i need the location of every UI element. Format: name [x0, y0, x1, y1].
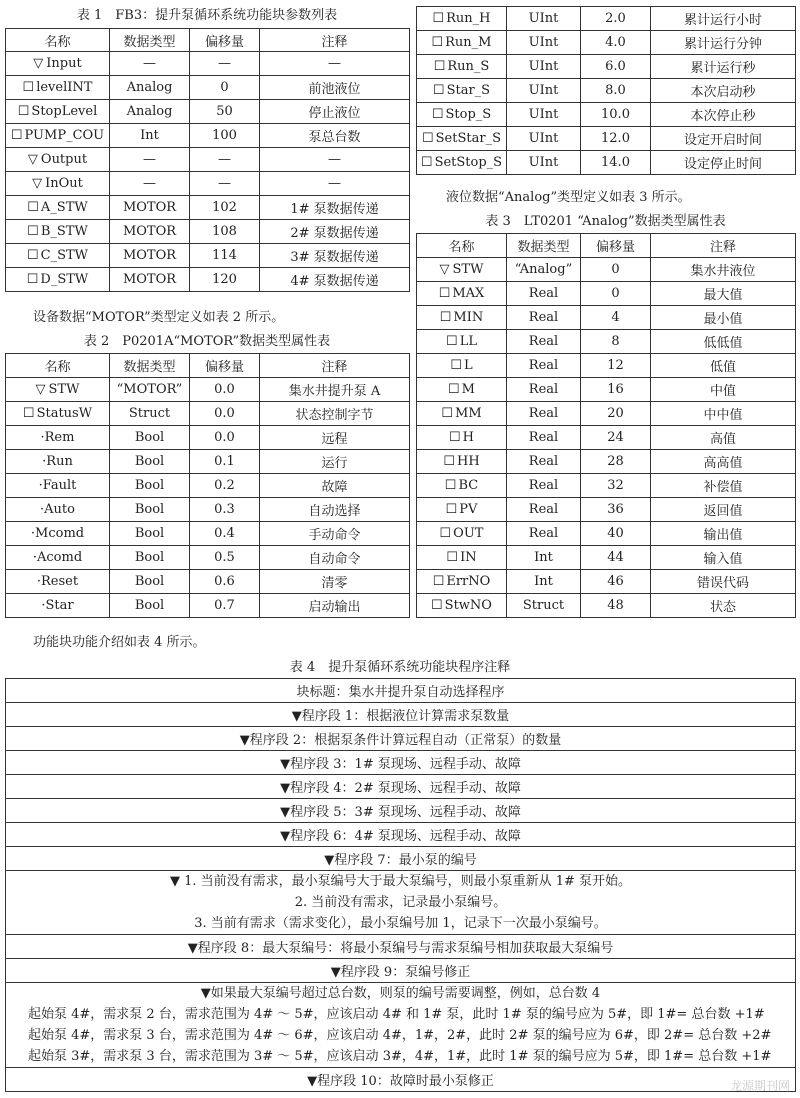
row-comment: 低值 — [651, 354, 796, 378]
row-comment: 启动输出 — [260, 594, 410, 618]
row-offset: 12 — [581, 354, 651, 378]
row-offset: 44 — [581, 546, 651, 570]
row-name: ☐ levelINT — [6, 76, 110, 100]
row-type: Real — [507, 474, 581, 498]
row-comment: — — [260, 148, 410, 172]
row-offset: 32 — [581, 474, 651, 498]
row-name: ☐ Star_S — [417, 79, 507, 103]
header-name: 名称 — [417, 234, 507, 258]
segment-9: ▼程序段 9：泵编号修正 — [6, 959, 796, 983]
table-row — [6, 268, 410, 292]
table-row — [417, 450, 796, 474]
table-row — [6, 871, 796, 935]
row-type: — — [110, 172, 190, 196]
row-name: ☐ L — [417, 354, 507, 378]
table-row — [6, 196, 410, 220]
row-type: Struct — [507, 594, 581, 618]
row-comment: 错误代码 — [651, 570, 796, 594]
table-row — [6, 522, 410, 546]
table-row — [6, 378, 410, 402]
row-comment: 中值 — [651, 378, 796, 402]
row-comment: 远程 — [260, 426, 410, 450]
row-comment: 本次启动秒 — [651, 79, 796, 103]
row-type: “MOTOR” — [110, 378, 190, 402]
table-row — [417, 522, 796, 546]
row-type: Int — [110, 124, 190, 148]
table-row — [417, 55, 796, 79]
table-row — [417, 378, 796, 402]
row-name: ☐ M — [417, 378, 507, 402]
row-offset: — — [190, 52, 260, 76]
row-name: ▽ InOut — [6, 172, 110, 196]
table1-caption: 表 1 FB3：提升泵循环系统功能块参数列表 — [76, 8, 338, 23]
table-row — [417, 474, 796, 498]
row-type: Real — [507, 306, 581, 330]
row-type: Real — [507, 330, 581, 354]
table-row — [417, 546, 796, 570]
table-row — [6, 775, 796, 799]
segment-3: ▼程序段 3：1# 泵现场、远程手动、故障 — [6, 751, 796, 775]
table-row — [417, 258, 796, 282]
row-offset: 0.3 — [190, 498, 260, 522]
row-offset: 0 — [581, 282, 651, 306]
row-type: Bool — [110, 426, 190, 450]
table-row — [6, 52, 410, 76]
header-comment: 注释 — [260, 29, 410, 52]
row-type: UInt — [507, 31, 581, 55]
table-row — [417, 306, 796, 330]
row-offset: 46 — [581, 570, 651, 594]
row-offset: 4.0 — [581, 31, 651, 55]
header-name: 名称 — [6, 354, 110, 378]
row-name: ☐ StatusW — [6, 402, 110, 426]
table3 — [416, 233, 796, 618]
segment-8: ▼程序段 8：最大泵编号：将最小泵编号与需求泵编号相加获取最大泵编号 — [6, 935, 796, 959]
row-name: ☐ C_STW — [6, 244, 110, 268]
table-row — [6, 799, 796, 823]
segment-9-line-3: 起始泵 4#，需求泵 3 台，需求范围为 4# ～ 6#，应该启动 4#，1#，2#，此时 2# 泵的编号应为 6#，即 2#= 总台数 +2# — [28, 1028, 772, 1043]
table-row — [6, 546, 410, 570]
row-name: ☐ BC — [417, 474, 507, 498]
row-offset: 0.0 — [190, 426, 260, 450]
segment-1: ▼程序段 1：根据液位计算需求泵数量 — [6, 703, 796, 727]
row-name: ·Mcomd — [6, 522, 110, 546]
row-offset: 50 — [190, 100, 260, 124]
row-comment: 中中值 — [651, 402, 796, 426]
table-row — [417, 354, 796, 378]
row-type: UInt — [507, 7, 581, 31]
row-type: MOTOR — [110, 196, 190, 220]
row-type: Bool — [110, 474, 190, 498]
row-name: ☐ LL — [417, 330, 507, 354]
row-name: ☐ StwNO — [417, 594, 507, 618]
row-comment: 本次停止秒 — [651, 103, 796, 127]
row-type: Real — [507, 378, 581, 402]
row-type: Real — [507, 498, 581, 522]
table4-caption: 表 4 提升泵循环系统功能块程序注释 — [289, 660, 511, 675]
row-comment: 累计运行秒 — [651, 55, 796, 79]
row-comment: 累计运行分钟 — [651, 31, 796, 55]
table-row — [6, 823, 796, 847]
row-offset: 36 — [581, 498, 651, 522]
row-comment: — — [260, 172, 410, 196]
table-row — [6, 703, 796, 727]
row-type: Int — [507, 570, 581, 594]
row-type: Real — [507, 426, 581, 450]
segment-7-detail — [6, 871, 796, 935]
row-offset: — — [190, 172, 260, 196]
row-type: Bool — [110, 450, 190, 474]
table-row — [417, 570, 796, 594]
table-row — [6, 983, 796, 1068]
row-type: UInt — [507, 79, 581, 103]
table-row — [6, 76, 410, 100]
header-type: 数据类型 — [507, 234, 581, 258]
table1-header — [6, 29, 410, 52]
table-row — [6, 474, 410, 498]
row-offset: 14.0 — [581, 151, 651, 175]
row-name: ☐ MAX — [417, 282, 507, 306]
row-comment: 高高值 — [651, 450, 796, 474]
row-comment: 最小值 — [651, 306, 796, 330]
row-name: ▽ Output — [6, 148, 110, 172]
row-comment: — — [260, 52, 410, 76]
row-offset: 120 — [190, 268, 260, 292]
header-type: 数据类型 — [110, 29, 190, 52]
table3-header — [417, 234, 796, 258]
table-row — [6, 959, 796, 983]
row-name: ·Star — [6, 594, 110, 618]
row-comment: 集水井提升泵 A — [260, 378, 410, 402]
segment-2: ▼程序段 2：根据泵条件计算远程自动（正常泵）的数量 — [6, 727, 796, 751]
row-offset: 2.0 — [581, 7, 651, 31]
row-type: MOTOR — [110, 268, 190, 292]
table-row — [417, 127, 796, 151]
row-name: ·Rem — [6, 426, 110, 450]
segment-9-detail — [6, 983, 796, 1068]
row-type: — — [110, 148, 190, 172]
row-comment: 清零 — [260, 570, 410, 594]
table-row — [417, 79, 796, 103]
row-type: Real — [507, 450, 581, 474]
table-row — [417, 426, 796, 450]
row-name: ▽ Input — [6, 52, 110, 76]
header-name: 名称 — [6, 29, 110, 52]
row-comment: 返回值 — [651, 498, 796, 522]
row-name: ☐ MM — [417, 402, 507, 426]
row-comment: 输出值 — [651, 522, 796, 546]
row-offset: 114 — [190, 244, 260, 268]
row-name: ·Acomd — [6, 546, 110, 570]
row-comment: 停止液位 — [260, 100, 410, 124]
table-row — [6, 570, 410, 594]
row-comment: 3# 泵数据传递 — [260, 244, 410, 268]
row-name: ☐ SetStop_S — [417, 151, 507, 175]
row-type: Analog — [110, 76, 190, 100]
row-name: ☐ PUMP_COU — [6, 124, 110, 148]
table4-intro: 功能块功能介绍如表 4 所示。 — [33, 635, 206, 650]
table-row — [417, 402, 796, 426]
row-type: Real — [507, 354, 581, 378]
row-offset: 0.1 — [190, 450, 260, 474]
row-offset: 8 — [581, 330, 651, 354]
segment-7: ▼程序段 7：最小泵的编号 — [6, 847, 796, 871]
table4 — [5, 678, 796, 1092]
row-name: ▽ STW — [6, 378, 110, 402]
row-comment: 1# 泵数据传递 — [260, 196, 410, 220]
row-type: MOTOR — [110, 220, 190, 244]
table2 — [5, 353, 410, 618]
header-offset: 偏移量 — [581, 234, 651, 258]
table-row — [417, 31, 796, 55]
table-row — [417, 7, 796, 31]
segment-7-line-1: ▼ 1. 当前没有需求，最小泵编号大于最大泵编号，则最小泵重新从 1# 泵开始。 — [169, 874, 632, 889]
watermark: 龙源期刊网 — [729, 1079, 790, 1093]
table2-caption: 表 2 P0201A“MOTOR”数据类型属性表 — [83, 334, 331, 349]
row-comment: 补偿值 — [651, 474, 796, 498]
row-offset: 0.2 — [190, 474, 260, 498]
table-row — [6, 220, 410, 244]
row-offset: 24 — [581, 426, 651, 450]
header-comment: 注释 — [651, 234, 796, 258]
table-row — [6, 148, 410, 172]
row-offset: 12.0 — [581, 127, 651, 151]
segment-10: ▼程序段 10：故障时最小泵修正 — [6, 1068, 796, 1092]
row-offset: 40 — [581, 522, 651, 546]
segment-7-line-2: 2. 当前没有需求，记录最小泵编号。 — [294, 895, 507, 910]
row-name: ☐ OUT — [417, 522, 507, 546]
row-name: ☐ Run_H — [417, 7, 507, 31]
row-name: ☐ StopLevel — [6, 100, 110, 124]
row-offset: 0 — [581, 258, 651, 282]
row-name: ☐ Run_M — [417, 31, 507, 55]
row-comment: 设定开启时间 — [651, 127, 796, 151]
row-offset: 0.6 — [190, 570, 260, 594]
table-row — [417, 594, 796, 618]
row-offset: 8.0 — [581, 79, 651, 103]
row-comment: 状态控制字节 — [260, 402, 410, 426]
segment-4: ▼程序段 4：2# 泵现场、远程手动、故障 — [6, 775, 796, 799]
row-offset: 28 — [581, 450, 651, 474]
row-comment: 运行 — [260, 450, 410, 474]
row-name: ☐ SetStar_S — [417, 127, 507, 151]
table-row — [6, 498, 410, 522]
row-offset: — — [190, 148, 260, 172]
row-name: ☐ ErrNO — [417, 570, 507, 594]
row-type: Bool — [110, 546, 190, 570]
row-type: MOTOR — [110, 244, 190, 268]
table-row — [6, 244, 410, 268]
table-row — [6, 847, 796, 871]
row-name: ▽ STW — [417, 258, 507, 282]
row-offset: 0 — [190, 76, 260, 100]
table-row — [6, 727, 796, 751]
row-name: ☐ B_STW — [6, 220, 110, 244]
row-offset: 6.0 — [581, 55, 651, 79]
segment-9-line-2: 起始泵 4#，需求泵 2 台，需求范围为 4# ～ 5#，应该启动 4# 和 1# 泵，此时 1# 泵的编号应为 5#，即 1#= 总台数 +1# — [28, 1007, 765, 1022]
table-row — [6, 402, 410, 426]
table1-continued — [416, 6, 796, 175]
table1 — [5, 28, 410, 292]
table2-intro: 设备数据“MOTOR”类型定义如表 2 所示。 — [33, 310, 285, 325]
row-type: — — [110, 52, 190, 76]
row-type: Bool — [110, 498, 190, 522]
block-title: 块标题：集水井提升泵自动选择程序 — [6, 679, 796, 703]
row-name: ☐ A_STW — [6, 196, 110, 220]
row-comment: 2# 泵数据传递 — [260, 220, 410, 244]
table2-header — [6, 354, 410, 378]
row-comment: 输入值 — [651, 546, 796, 570]
row-offset: 100 — [190, 124, 260, 148]
table-row — [6, 124, 410, 148]
row-comment: 泵总台数 — [260, 124, 410, 148]
row-type: Bool — [110, 594, 190, 618]
row-comment: 故障 — [260, 474, 410, 498]
table-row — [417, 282, 796, 306]
row-offset: 0.4 — [190, 522, 260, 546]
row-name: ☐ Run_S — [417, 55, 507, 79]
table-row — [6, 1068, 796, 1092]
table-row — [417, 151, 796, 175]
row-type: Real — [507, 522, 581, 546]
row-offset: 0.5 — [190, 546, 260, 570]
row-comment: 状态 — [651, 594, 796, 618]
row-comment: 最大值 — [651, 282, 796, 306]
row-type: Bool — [110, 522, 190, 546]
row-type: Int — [507, 546, 581, 570]
row-name: ☐ PV — [417, 498, 507, 522]
row-type: Struct — [110, 402, 190, 426]
row-name: ☐ Stop_S — [417, 103, 507, 127]
table-row — [6, 450, 410, 474]
row-type: Analog — [110, 100, 190, 124]
row-comment: 高值 — [651, 426, 796, 450]
row-name: ☐ D_STW — [6, 268, 110, 292]
row-type: UInt — [507, 103, 581, 127]
row-comment: 集水井液位 — [651, 258, 796, 282]
row-comment: 自动选择 — [260, 498, 410, 522]
row-comment: 设定停止时间 — [651, 151, 796, 175]
row-comment: 手动命令 — [260, 522, 410, 546]
row-type: Bool — [110, 570, 190, 594]
row-comment: 累计运行小时 — [651, 7, 796, 31]
table-row — [6, 935, 796, 959]
table-row — [6, 172, 410, 196]
row-type: “Analog” — [507, 258, 581, 282]
row-offset: 0.0 — [190, 402, 260, 426]
row-offset: 16 — [581, 378, 651, 402]
header-type: 数据类型 — [110, 354, 190, 378]
row-type: UInt — [507, 127, 581, 151]
table-row — [417, 498, 796, 522]
row-name: ·Reset — [6, 570, 110, 594]
row-offset: 108 — [190, 220, 260, 244]
table-row — [6, 679, 796, 703]
row-type: Real — [507, 402, 581, 426]
row-comment: 自动命令 — [260, 546, 410, 570]
table-row — [6, 426, 410, 450]
row-offset: 10.0 — [581, 103, 651, 127]
table-row — [6, 751, 796, 775]
header-offset: 偏移量 — [190, 354, 260, 378]
row-name: ☐ HH — [417, 450, 507, 474]
table-row — [417, 330, 796, 354]
row-type: UInt — [507, 151, 581, 175]
row-comment: 低低值 — [651, 330, 796, 354]
header-offset: 偏移量 — [190, 29, 260, 52]
row-name: ·Fault — [6, 474, 110, 498]
segment-6: ▼程序段 6：4# 泵现场、远程手动、故障 — [6, 823, 796, 847]
row-name: ☐ H — [417, 426, 507, 450]
row-offset: 102 — [190, 196, 260, 220]
table-row — [6, 100, 410, 124]
row-offset: 0.7 — [190, 594, 260, 618]
row-offset: 0.0 — [190, 378, 260, 402]
row-offset: 20 — [581, 402, 651, 426]
segment-5: ▼程序段 5：3# 泵现场、远程手动、故障 — [6, 799, 796, 823]
row-name: ☐ IN — [417, 546, 507, 570]
segment-7-line-3: 3. 当前有需求（需求变化），最小泵编号加 1，记录下一次最小泵编号。 — [194, 916, 607, 931]
row-name: ·Auto — [6, 498, 110, 522]
table-row — [6, 594, 410, 618]
row-name: ☐ MIN — [417, 306, 507, 330]
row-offset: 48 — [581, 594, 651, 618]
table3-intro: 液位数据“Analog”类型定义如表 3 所示。 — [446, 190, 691, 205]
row-comment: 4# 泵数据传递 — [260, 268, 410, 292]
segment-9-line-4: 起始泵 3#，需求泵 3 台，需求范围为 3# ～ 5#，应该启动 3#，4#，1#，此时 1# 泵的编号应为 5#，即 1#= 总台数 +1# — [28, 1049, 772, 1064]
row-offset: 4 — [581, 306, 651, 330]
header-comment: 注释 — [260, 354, 410, 378]
table3-caption: 表 3 LT0201 “Analog”数据类型属性表 — [485, 214, 726, 229]
row-comment: 前池液位 — [260, 76, 410, 100]
row-type: Real — [507, 282, 581, 306]
table-row — [417, 103, 796, 127]
segment-9-line-1: ▼如果最大泵编号超过总台数，则泵的编号需要调整，例如，总台数 4 — [200, 986, 601, 1001]
row-type: UInt — [507, 55, 581, 79]
row-name: ·Run — [6, 450, 110, 474]
